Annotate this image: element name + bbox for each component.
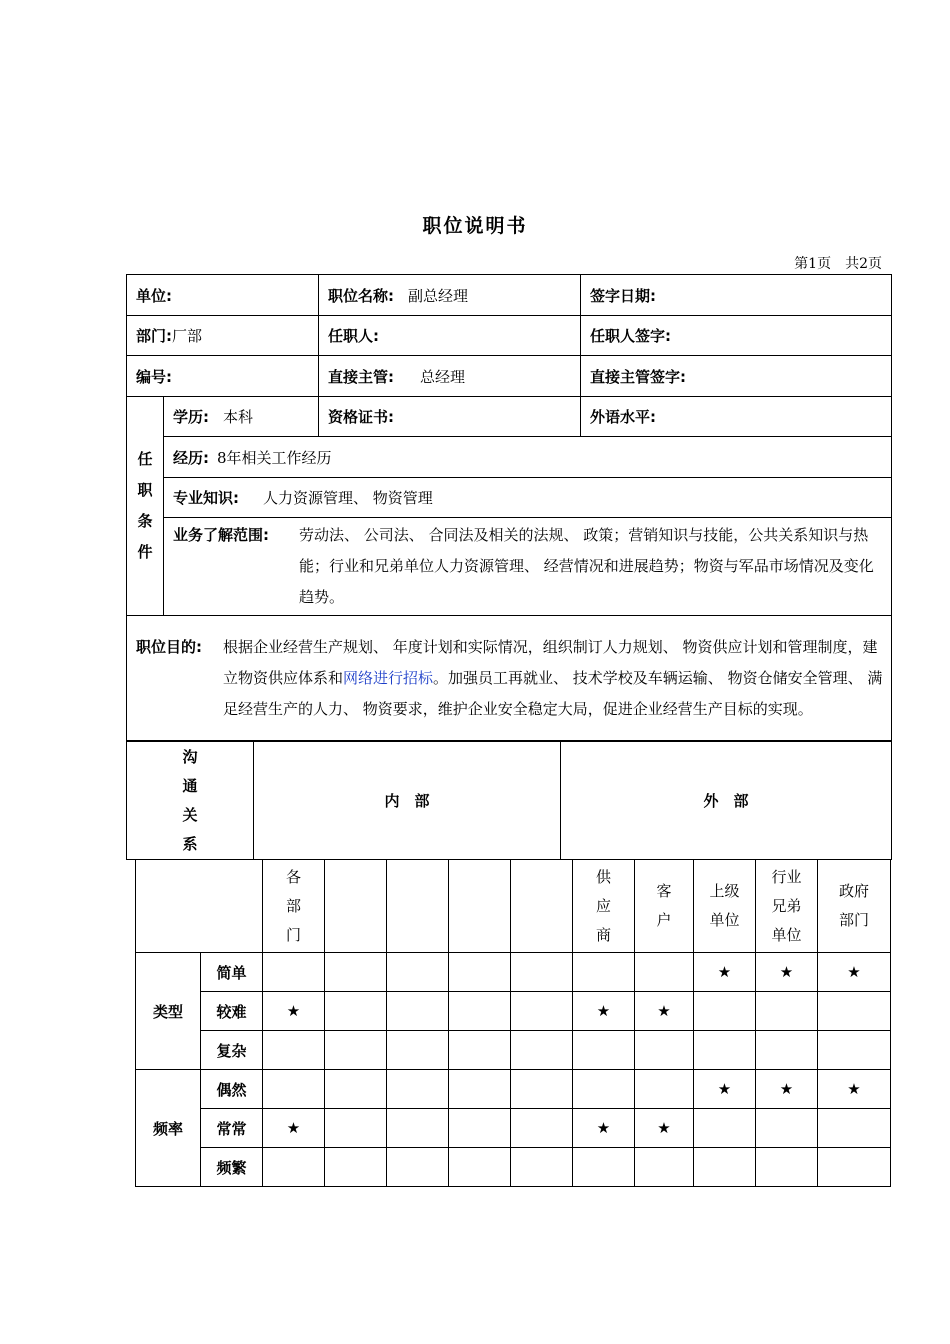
experience-value: 8年相关工作经历 xyxy=(217,448,332,467)
position-name-cell xyxy=(319,275,581,316)
job-info-table xyxy=(126,274,892,741)
dept-label: 部门: xyxy=(136,327,172,345)
matrix-row xyxy=(136,1148,891,1187)
matrix-column-header: 行业 兄弟 单位 xyxy=(756,860,818,953)
matrix-cell xyxy=(756,1031,818,1070)
matrix-cell xyxy=(449,953,511,992)
business-value: 劳动法、 公司法、 合同法及相关的法规、 政策；营销知识与技能，公共关系知识与热能；行业和兄弟单位人力资源管理、 经营情况和进展趋势；物资与军品市场情况及变化趋势。 xyxy=(299,526,874,606)
external-header: 外 部 xyxy=(561,742,892,860)
business-row xyxy=(127,518,892,616)
matrix-row-label: 常常 xyxy=(201,1109,263,1148)
matrix-corner-cell xyxy=(136,860,263,953)
business-label: 业务了解范围: xyxy=(173,526,269,544)
matrix-group-label: 类型 xyxy=(136,953,201,1070)
sign-date-cell xyxy=(581,275,892,316)
star-mark-cell: ★ xyxy=(756,1070,818,1109)
holder-sign-label: 任职人签字: xyxy=(590,327,671,345)
matrix-cell xyxy=(325,953,387,992)
education-label: 学历: xyxy=(173,408,209,426)
purpose-cell xyxy=(127,616,892,741)
supervisor-value: 总经理 xyxy=(420,367,466,386)
code-label: 编号: xyxy=(136,367,172,386)
code-cell xyxy=(127,356,319,397)
matrix-cell xyxy=(573,1031,635,1070)
star-mark-cell: ★ xyxy=(573,1109,635,1148)
holder-cell xyxy=(319,316,581,356)
matrix-cell xyxy=(818,1148,891,1187)
matrix-column-header xyxy=(449,860,511,953)
dept-value: 厂部 xyxy=(172,327,203,345)
purpose-link-text[interactable]: 网络进行招标 xyxy=(343,668,434,687)
communication-header-table xyxy=(126,741,892,860)
matrix-row-label: 较难 xyxy=(201,992,263,1031)
matrix-cell xyxy=(756,992,818,1031)
matrix-row-label: 简单 xyxy=(201,953,263,992)
language-label: 外语水平: xyxy=(590,408,656,426)
matrix-row xyxy=(136,1031,891,1070)
matrix-cell xyxy=(263,1148,325,1187)
matrix-cell xyxy=(511,953,573,992)
education-value: 本科 xyxy=(223,408,254,426)
matrix-cell xyxy=(449,1070,511,1109)
info-row-3 xyxy=(127,356,892,397)
matrix-cell xyxy=(818,1031,891,1070)
matrix-cell xyxy=(325,1109,387,1148)
certificate-label: 资格证书: xyxy=(328,408,394,426)
supervisor-label: 直接主管: xyxy=(328,367,394,386)
communication-section-label: 沟 通 关 系 xyxy=(127,742,254,860)
star-mark-cell: ★ xyxy=(756,953,818,992)
purpose-row xyxy=(127,616,892,741)
language-cell xyxy=(581,397,892,437)
matrix-cell xyxy=(635,953,694,992)
info-row-1 xyxy=(127,275,892,316)
matrix-row-label: 复杂 xyxy=(201,1031,263,1070)
matrix-column-header: 供 应 商 xyxy=(573,860,635,953)
experience-label: 经历: xyxy=(173,448,209,467)
certificate-cell xyxy=(319,397,581,437)
matrix-cell xyxy=(511,1070,573,1109)
knowledge-label: 专业知识: xyxy=(173,489,239,507)
star-mark-cell: ★ xyxy=(694,1070,756,1109)
matrix-cell xyxy=(387,1031,449,1070)
matrix-cell xyxy=(694,1109,756,1148)
communication-matrix-table xyxy=(135,859,891,1187)
experience-row xyxy=(127,437,892,478)
matrix-column-header: 客 户 xyxy=(635,860,694,953)
matrix-cell xyxy=(325,1148,387,1187)
page-number xyxy=(780,253,882,273)
matrix-cell xyxy=(573,1148,635,1187)
requirements-section-label: 任 职 条 件 xyxy=(127,397,164,616)
matrix-cell xyxy=(511,1148,573,1187)
matrix-group-label: 频率 xyxy=(136,1070,201,1187)
matrix-cell xyxy=(756,1109,818,1148)
dept-cell xyxy=(127,316,319,356)
star-mark-cell: ★ xyxy=(635,992,694,1031)
matrix-cell xyxy=(263,1031,325,1070)
star-mark-cell: ★ xyxy=(263,992,325,1031)
matrix-cell xyxy=(263,1070,325,1109)
supervisor-cell xyxy=(319,356,581,397)
business-cell xyxy=(164,518,892,616)
matrix-cell xyxy=(511,992,573,1031)
matrix-cell xyxy=(635,1070,694,1109)
matrix-cell xyxy=(325,1031,387,1070)
matrix-cell xyxy=(449,1031,511,1070)
sign-date-label: 签字日期: xyxy=(590,286,656,305)
page-current: 第1页 xyxy=(794,256,832,272)
knowledge-cell xyxy=(164,478,892,518)
matrix-cell xyxy=(263,953,325,992)
purpose-text: 根据企业经营生产规划、 年度计划和实际情况，组织制订人力规划、 物资供应计划和管理制度，建立物资供应体系和网络进行招标。加强员工再就业、 技术学校及车辆运输、 物资仓储安全管理、 满足经营生产的人力、 物资要求，维护企业安全稳定大局，促进企业经营生产目标的实现。 xyxy=(223,637,883,718)
position-name-value: 副总经理 xyxy=(408,286,469,305)
purpose-label: 职位目的: xyxy=(136,637,202,656)
matrix-cell xyxy=(818,1109,891,1148)
unit-cell xyxy=(127,275,319,316)
requirements-row-1 xyxy=(127,397,892,437)
matrix-cell xyxy=(511,1109,573,1148)
star-mark-cell: ★ xyxy=(818,1070,891,1109)
matrix-cell xyxy=(387,1148,449,1187)
supervisor-sign-label: 直接主管签字: xyxy=(590,367,686,386)
matrix-column-header xyxy=(387,860,449,953)
matrix-cell xyxy=(511,1031,573,1070)
matrix-cell xyxy=(387,1109,449,1148)
matrix-row-label: 频繁 xyxy=(201,1148,263,1187)
star-mark-cell: ★ xyxy=(263,1109,325,1148)
matrix-cell xyxy=(325,992,387,1031)
position-name-label: 职位名称: xyxy=(328,286,394,305)
matrix-cell xyxy=(387,992,449,1031)
matrix-row xyxy=(136,1070,891,1109)
matrix-cell xyxy=(694,1031,756,1070)
knowledge-row xyxy=(127,478,892,518)
matrix-header-row xyxy=(136,860,891,953)
holder-label: 任职人: xyxy=(328,327,379,345)
matrix-row xyxy=(136,1109,891,1148)
star-mark-cell: ★ xyxy=(694,953,756,992)
star-mark-cell: ★ xyxy=(818,953,891,992)
matrix-column-header: 各 部 门 xyxy=(263,860,325,953)
knowledge-value: 人力资源管理、 物资管理 xyxy=(263,489,433,507)
matrix-cell xyxy=(818,992,891,1031)
matrix-cell xyxy=(635,1148,694,1187)
document-title: 职位说明书 xyxy=(422,215,528,237)
unit-label: 单位: xyxy=(136,286,172,305)
matrix-column-header xyxy=(325,860,387,953)
matrix-column-header xyxy=(511,860,573,953)
matrix-column-header: 上级 单位 xyxy=(694,860,756,953)
matrix-cell xyxy=(694,992,756,1031)
info-row-2 xyxy=(127,316,892,356)
matrix-row xyxy=(136,992,891,1031)
supervisor-sign-cell xyxy=(581,356,892,397)
matrix-cell xyxy=(449,1148,511,1187)
experience-cell xyxy=(164,437,892,478)
matrix-cell xyxy=(635,1031,694,1070)
matrix-body xyxy=(136,860,891,1187)
matrix-cell xyxy=(387,1070,449,1109)
matrix-cell xyxy=(694,1148,756,1187)
matrix-cell xyxy=(325,1070,387,1109)
holder-sign-cell xyxy=(581,316,892,356)
page-total: 共2页 xyxy=(845,256,882,272)
communication-header-row xyxy=(127,742,892,860)
matrix-row-label: 偶然 xyxy=(201,1070,263,1109)
star-mark-cell: ★ xyxy=(573,992,635,1031)
matrix-cell xyxy=(449,992,511,1031)
star-mark-cell: ★ xyxy=(635,1109,694,1148)
education-cell xyxy=(164,397,319,437)
matrix-cell xyxy=(449,1109,511,1148)
matrix-cell xyxy=(756,1148,818,1187)
matrix-cell xyxy=(573,953,635,992)
matrix-row xyxy=(136,953,891,992)
matrix-cell xyxy=(573,1070,635,1109)
internal-header: 内 部 xyxy=(254,742,561,860)
matrix-column-header: 政府 部门 xyxy=(818,860,891,953)
matrix-cell xyxy=(387,953,449,992)
